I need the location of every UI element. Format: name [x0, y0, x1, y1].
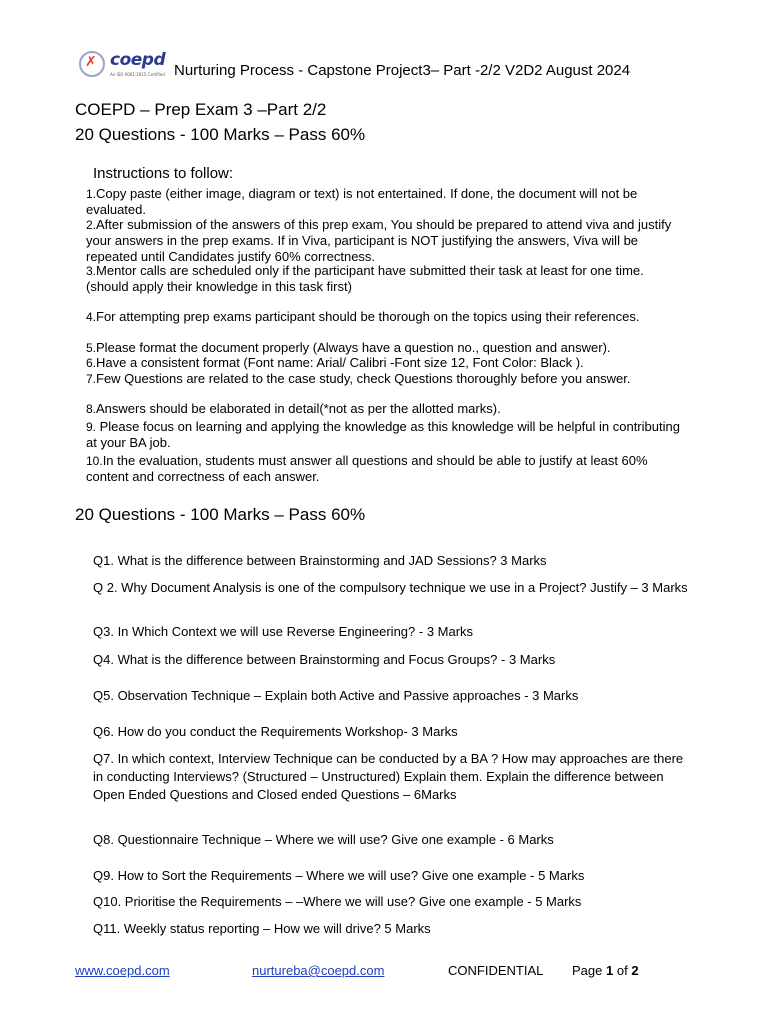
question-item: Q1. What is the difference between Brainstorming and JAD Sessions? 3 Marks [93, 553, 547, 568]
footer-email-link[interactable]: nurtureba@coepd.com [252, 963, 385, 978]
question-item: Q10. Prioritise the Requirements – –Where we will use? Give one example - 5 Marks [93, 894, 582, 909]
questions-section-title: 20 Questions - 100 Marks – Pass 60% [75, 505, 366, 524]
instruction-item: 2.After submission of the answers of this prep exam, You should be prepared to attend viva and justify your answers in the prep exams. If in Viva, participant is NOT justifying the answers, Viva will be repeated until Candidates justify 60% correctness. [86, 217, 672, 264]
question-item: Q8. Questionnaire Technique – Where we will use? Give one example - 6 Marks [93, 832, 554, 847]
question-item: Q5. Observation Technique – Explain both Active and Passive approaches - 3 Marks [93, 688, 579, 703]
question-item: Q7. In which context, Interview Technique can be conducted by a BA ? How may approaches are there in conducting Interviews? (Structured – Unstructured) Explain them. Explain the difference between Open Ended Questions and Closed ended Questions – 6Marks [93, 751, 684, 802]
question-item: Q4. What is the difference between Brainstorming and Focus Groups? - 3 Marks [93, 652, 556, 667]
question-item: Q11. Weekly status reporting – How we will drive? 5 Marks [93, 921, 431, 936]
instruction-item: 4.For attempting prep exams participant should be thorough on the topics using their references. [86, 309, 640, 324]
instruction-item: 8.Answers should be elaborated in detail(*not as per the allotted marks). [86, 401, 501, 416]
document-header-title: Nurturing Process - Capstone Project3– Part -2/2 V2D2 August 2024 [174, 62, 631, 79]
question-item: Q9. How to Sort the Requirements – Where we will use? Give one example - 5 Marks [93, 868, 585, 883]
footer-page-number: Page 1 of 2 [572, 963, 639, 978]
footer-confidential: CONFIDENTIAL [448, 963, 544, 978]
coepd-logo [77, 50, 167, 84]
instruction-item: 7.Few Questions are related to the case study, check Questions thoroughly before you answer. [86, 371, 631, 386]
instruction-item: 6.Have a consistent format (Font name: Arial/ Calibri -Font size 12, Font Color: Black ). [86, 355, 584, 370]
instruction-item: 3.Mentor calls are scheduled only if the participant have submitted their task at least for one time. (should apply their knowledge in this task first) [86, 263, 644, 295]
instruction-item: 9. Please focus on learning and applying the knowledge as this knowledge will be helpful in contributing at your BA job. [86, 419, 680, 451]
instruction-item: 5.Please format the document properly (Always have a question no., question and answer). [86, 340, 611, 355]
logo-mark-icon: ✗ [85, 54, 97, 70]
question-item: Q3. In Which Context we will use Reverse Engineering? - 3 Marks [93, 624, 474, 639]
instruction-item: 1.Copy paste (either image, diagram or text) is not entertained. If done, the document will not be evaluated. [86, 186, 638, 218]
instruction-item: 10.In the evaluation, students must answer all questions and should be able to justify at least 60% content and correctness of each answer. [86, 453, 648, 485]
exam-subtitle: 20 Questions - 100 Marks – Pass 60% [75, 125, 366, 144]
footer-website-link[interactable]: www.coepd.com [75, 963, 170, 978]
logo-text: coepd [110, 50, 166, 70]
logo-subtext: An ISO 9001:2015 Certified [110, 72, 165, 77]
instructions-heading: Instructions to follow: [93, 165, 234, 182]
question-item: Q6. How do you conduct the Requirements Workshop- 3 Marks [93, 724, 458, 739]
question-item: Q 2. Why Document Analysis is one of the compulsory technique we use in a Project? Justify – 3 Marks [93, 580, 688, 595]
exam-title: COEPD – Prep Exam 3 –Part 2/2 [75, 100, 327, 119]
